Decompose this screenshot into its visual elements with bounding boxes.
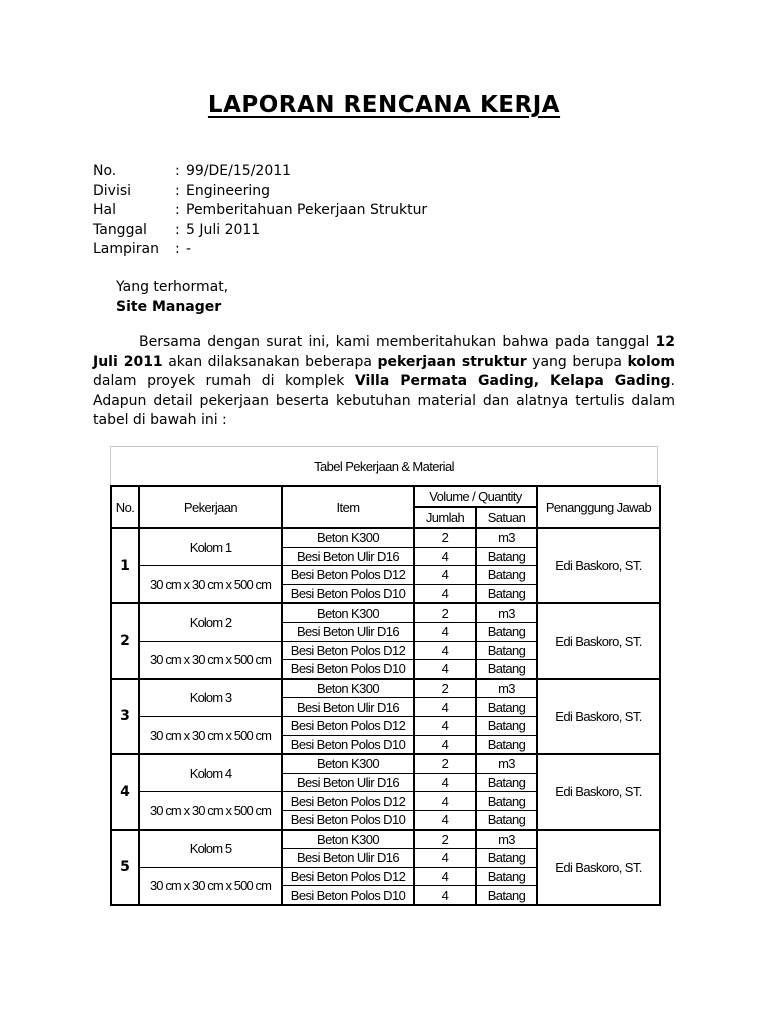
work-name: Kolom 2	[139, 603, 282, 641]
table-row	[111, 830, 660, 849]
meta-key: No.	[93, 163, 117, 179]
meta-row-divisi	[93, 182, 427, 202]
document-title-text: LAPORAN RENCANA KERJA	[207, 92, 561, 118]
material-item: Besi Beton Ulir D16	[282, 773, 414, 792]
material-unit: Batang	[476, 792, 537, 811]
meta-key: Tanggal	[93, 221, 147, 238]
meta-key: Divisi	[93, 182, 132, 199]
material-quantity: 4	[414, 547, 476, 566]
material-quantity: 2	[414, 603, 476, 622]
meta-colon: :	[175, 202, 180, 219]
material-unit: Batang	[476, 622, 537, 641]
person-in-charge: Edi Baskoro, ST.	[537, 754, 660, 829]
material-quantity: 4	[414, 716, 476, 735]
para-text: . Adapun detail pekerjaan beserta kebutuhan material dan alatnya tertulis dalam tabel di bawah ini :	[93, 373, 675, 429]
material-item: Besi Beton Polos D10	[282, 660, 414, 679]
table-row	[111, 754, 660, 773]
material-item: Besi Beton Ulir D16	[282, 547, 414, 566]
person-in-charge: Edi Baskoro, ST.	[537, 603, 660, 678]
work-material-table	[110, 446, 658, 906]
letter-meta	[93, 162, 427, 260]
material-quantity: 4	[414, 660, 476, 679]
material-item: Besi Beton Polos D12	[282, 566, 414, 585]
work-name: Kolom 1	[139, 528, 282, 566]
table-caption: Tabel Pekerjaan & Material	[110, 446, 658, 485]
material-item: Beton K300	[282, 754, 414, 773]
person-in-charge: Edi Baskoro, ST.	[537, 679, 660, 754]
material-unit: Batang	[476, 698, 537, 717]
material-quantity: 4	[414, 735, 476, 754]
greeting-block	[116, 278, 228, 317]
meta-colon: :	[175, 241, 180, 258]
work-dimension: 30 cm x 30 cm x 500 cm	[139, 566, 282, 604]
header-satuan: Satuan	[476, 507, 537, 528]
material-item: Beton K300	[282, 603, 414, 622]
meta-row-hal	[93, 201, 427, 221]
meta-value: -	[186, 241, 192, 258]
material-item: Besi Beton Ulir D16	[282, 622, 414, 641]
header-no: No.	[111, 486, 139, 528]
row-number: 4	[111, 754, 139, 829]
material-item: Beton K300	[282, 679, 414, 698]
meta-row-lampiran	[93, 240, 427, 260]
material-item: Beton K300	[282, 528, 414, 547]
header-penanggung-jawab: Penanggung Jawab	[537, 486, 660, 528]
header-volume: Volume / Quantity	[414, 486, 537, 507]
meta-value: 5 Juli 2011	[186, 221, 261, 238]
material-quantity: 4	[414, 622, 476, 641]
document-title	[0, 92, 768, 118]
material-unit: Batang	[476, 660, 537, 679]
work-dimension: 30 cm x 30 cm x 500 cm	[139, 867, 282, 905]
recipient: Site Manager	[116, 298, 222, 315]
material-quantity: 4	[414, 867, 476, 886]
header-item: Item	[282, 486, 414, 528]
material-item: Besi Beton Ulir D16	[282, 849, 414, 868]
table-row	[111, 528, 660, 547]
material-quantity: 4	[414, 810, 476, 829]
material-unit: m3	[476, 679, 537, 698]
material-quantity: 4	[414, 886, 476, 905]
material-unit: Batang	[476, 849, 537, 868]
material-quantity: 4	[414, 698, 476, 717]
material-unit: m3	[476, 603, 537, 622]
row-number: 1	[111, 528, 139, 603]
para-location: Villa Permata Gading, Kelapa Gading	[354, 373, 671, 390]
para-date: 12 Juli 2011	[93, 334, 675, 370]
header-pekerjaan: Pekerjaan	[139, 486, 282, 528]
row-number: 2	[111, 603, 139, 678]
meta-colon: :	[175, 163, 180, 179]
material-item: Besi Beton Polos D12	[282, 716, 414, 735]
para-text: Bersama dengan surat ini, kami memberitahukan bahwa pada tanggal	[139, 334, 656, 350]
greeting: Yang terhormat,	[116, 279, 229, 295]
material-unit: Batang	[476, 867, 537, 886]
material-item: Besi Beton Polos D12	[282, 641, 414, 660]
person-in-charge: Edi Baskoro, ST.	[537, 830, 660, 905]
work-dimension: 30 cm x 30 cm x 500 cm	[139, 792, 282, 830]
table-row	[111, 603, 660, 622]
material-unit: Batang	[476, 886, 537, 905]
para-text: akan dilaksanakan beberapa	[162, 353, 378, 370]
material-unit: Batang	[476, 735, 537, 754]
material-item: Beton K300	[282, 830, 414, 849]
meta-row-no	[93, 162, 427, 182]
material-quantity: 2	[414, 679, 476, 698]
work-name: Kolom 4	[139, 754, 282, 792]
meta-value: 99/DE/15/2011	[186, 163, 292, 179]
material-unit: Batang	[476, 566, 537, 585]
material-unit: Batang	[476, 773, 537, 792]
para-text: dalam proyek rumah di komplek	[93, 373, 355, 390]
meta-value: Pemberitahuan Pekerjaan Struktur	[186, 202, 428, 219]
material-item: Besi Beton Polos D12	[282, 867, 414, 886]
material-item: Besi Beton Polos D10	[282, 584, 414, 603]
material-item: Besi Beton Ulir D16	[282, 698, 414, 717]
row-number: 3	[111, 679, 139, 754]
row-number: 5	[111, 830, 139, 905]
meta-row-tanggal	[93, 221, 427, 241]
para-text: yang berupa	[526, 353, 628, 370]
work-name: Kolom 5	[139, 830, 282, 868]
material-quantity: 4	[414, 584, 476, 603]
material-quantity: 2	[414, 830, 476, 849]
material-quantity: 4	[414, 566, 476, 585]
material-quantity: 2	[414, 754, 476, 773]
meta-key: Hal	[93, 202, 116, 219]
meta-key: Lampiran	[93, 241, 160, 258]
material-quantity: 4	[414, 773, 476, 792]
material-item: Besi Beton Polos D12	[282, 792, 414, 811]
material-unit: Batang	[476, 716, 537, 735]
material-unit: Batang	[476, 810, 537, 829]
material-item: Besi Beton Polos D10	[282, 735, 414, 754]
material-quantity: 4	[414, 849, 476, 868]
material-unit: Batang	[476, 547, 537, 566]
material-unit: Batang	[476, 584, 537, 603]
body-paragraph	[93, 333, 675, 431]
material-quantity: 4	[414, 641, 476, 660]
meta-colon: :	[175, 182, 180, 199]
para-element: kolom	[627, 353, 675, 370]
person-in-charge: Edi Baskoro, ST.	[537, 528, 660, 603]
material-item: Besi Beton Polos D10	[282, 810, 414, 829]
material-unit: m3	[476, 754, 537, 773]
header-jumlah: Jumlah	[414, 507, 476, 528]
meta-value: Engineering	[186, 182, 270, 199]
table-row	[111, 679, 660, 698]
material-item: Besi Beton Polos D10	[282, 886, 414, 905]
material-unit: m3	[476, 830, 537, 849]
para-work-type: pekerjaan struktur	[377, 353, 527, 370]
work-dimension: 30 cm x 30 cm x 500 cm	[139, 641, 282, 679]
meta-colon: :	[175, 221, 180, 238]
material-quantity: 2	[414, 528, 476, 547]
work-name: Kolom 3	[139, 679, 282, 717]
material-unit: Batang	[476, 641, 537, 660]
material-unit: m3	[476, 528, 537, 547]
work-dimension: 30 cm x 30 cm x 500 cm	[139, 716, 282, 754]
material-quantity: 4	[414, 792, 476, 811]
